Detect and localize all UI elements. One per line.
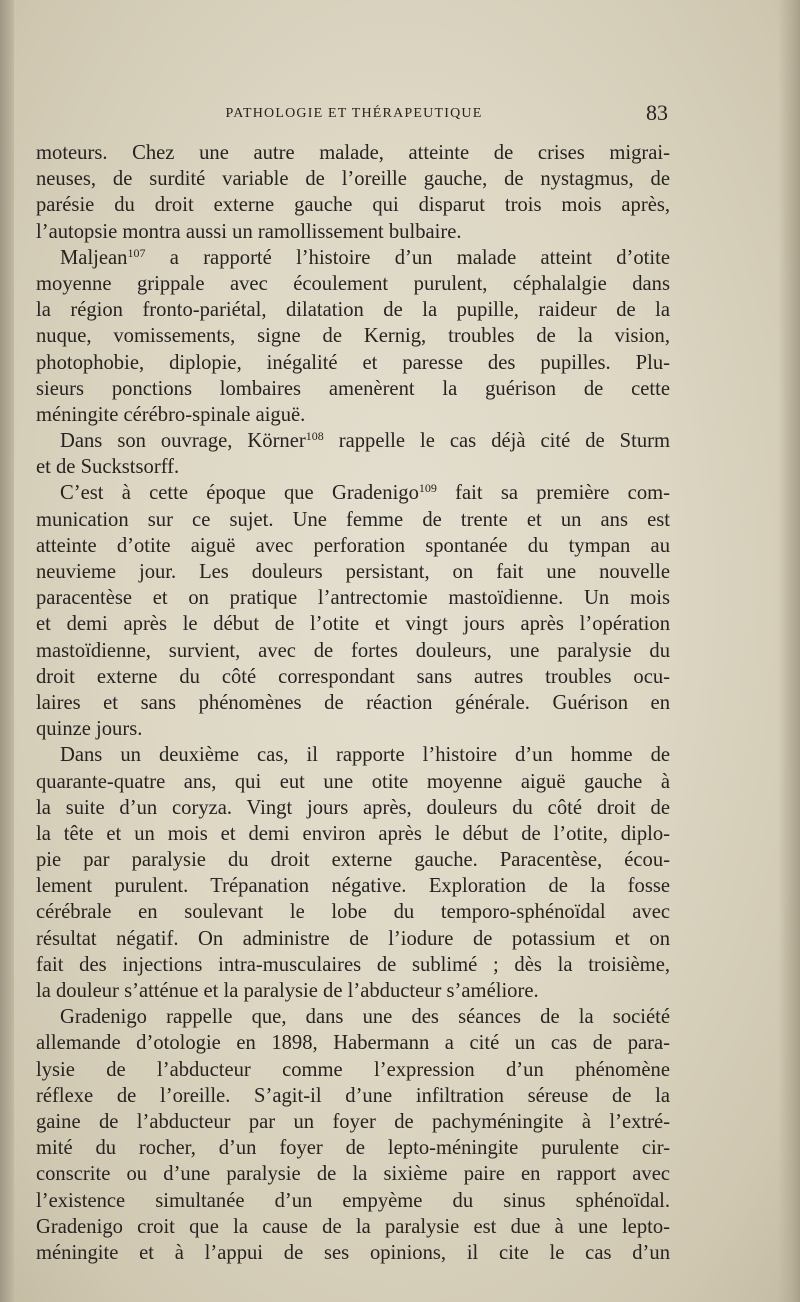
paragraph-2 — [36, 245, 670, 428]
text-line: Gradenigo rappelle que, dans une des séances de la société — [60, 1006, 670, 1029]
text-line: la région fronto-pariétal, dilatation de la pupille, raideur de la — [36, 299, 670, 322]
page-number: 83 — [646, 100, 668, 125]
reference-number: 108 — [305, 429, 324, 444]
text-line: conscrite ou d’une paralysie de la sixième paire en rapport avec — [36, 1163, 670, 1186]
text-run: Dans son ouvrage, Körner — [60, 430, 306, 453]
text-line: nuque, vomissements, signe de Kernig, troubles de la vision, — [36, 325, 670, 348]
text-line: neuses, de surdité variable de l’oreille gauche, de nystagmus, de — [36, 168, 670, 191]
text-line: la douleur s’atténue et la paralysie de l’abducteur s’améliore. — [36, 980, 539, 1002]
text-run: fait sa première com- — [436, 482, 670, 505]
text-line: la tête et un mois et demi environ après le début de l’otite, diplo- — [36, 822, 670, 845]
reference-number: 107 — [127, 245, 146, 260]
text-line: munication sur ce sujet. Une femme de trente et un ans est — [36, 508, 670, 531]
text-run: C’est à cette époque que Gradenigo — [60, 482, 419, 505]
text-line: quarante-quatre ans, qui eut une otite moyenne aiguë gauche à — [36, 770, 670, 793]
page-left-edge — [0, 0, 14, 1302]
text-line — [36, 428, 670, 454]
text-line: l’autopsie montra aussi un ramollissement bulbaire. — [36, 220, 462, 243]
running-title: PATHOLOGIE ET THÉRAPEUTIQUE — [225, 106, 483, 121]
text-line: pie par paralysie du droit externe gauche. Paracentèse, écou- — [36, 849, 670, 872]
text-line: résultat négatif. On administre de l’iodure de potassium et on — [36, 927, 670, 950]
body-text — [36, 140, 670, 1266]
text-run: a rapporté l’histoire d’un malade atteint d’otite — [145, 246, 670, 269]
text-run: rappelle le cas déjà cité de Sturm — [323, 430, 670, 453]
text-line: méningite et à l’appui de ses opinions, il cite le cas d’un — [36, 1241, 670, 1264]
text-line: moyenne grippale avec écoulement purulent, céphalalgie dans — [36, 272, 670, 295]
text-line: quinze jours. — [36, 718, 143, 741]
text-line: paracentèse et on pratique l’antrectomie mastoïdienne. Un mois — [36, 587, 670, 610]
text-line: mité du rocher, d’un foyer de lepto-méningite purulente cir- — [36, 1137, 670, 1160]
text-line: atteinte d’otite aiguë avec perforation spontanée du tympan au — [36, 534, 670, 557]
text-line: sieurs ponctions lombaires amenèrent la guérison de cette — [36, 377, 670, 400]
paragraph-4 — [36, 480, 670, 742]
paragraph-5 — [36, 742, 670, 1004]
reference-number: 109 — [418, 481, 437, 496]
text-line: mastoïdienne, survient, avec de fortes douleurs, une paralysie du — [36, 639, 670, 662]
text-line: cérébrale en soulevant le lobe du temporo-sphénoïdal avec — [36, 901, 670, 924]
page-right-edge — [778, 0, 800, 1302]
text-line: l’existence simultanée d’un empyème du sinus sphénoïdal. — [36, 1189, 670, 1212]
paragraph-3 — [36, 428, 670, 480]
text-line: lysie de l’abducteur comme l’expression d’un phénomène — [36, 1058, 670, 1081]
text-line: photophobie, diplopie, inégalité et paresse des pupilles. Plu- — [36, 351, 670, 374]
text-line: Dans un deuxième cas, il rapporte l’histoire d’un homme de — [60, 744, 670, 767]
text-line: laires et sans phénomènes de réaction générale. Guérison en — [36, 691, 670, 714]
text-line: droit externe du côté correspondant sans autres troubles ocu- — [36, 665, 670, 688]
text-line: fait des injections intra-musculaires de sublimé ; dès la troisième, — [36, 953, 670, 976]
text-line: moteurs. Chez une autre malade, atteinte de crises migrai- — [36, 142, 670, 164]
paragraph-6 — [36, 1004, 670, 1266]
running-head — [36, 100, 670, 130]
paragraph-1 — [36, 140, 670, 245]
text-line: allemande d’otologie en 1898, Habermann a cité un cas de para- — [36, 1032, 670, 1055]
text-line: gaine de l’abducteur par un foyer de pachyméningite à l’extré- — [36, 1110, 670, 1133]
text-line: méningite cérébro-spinale aiguë. — [36, 403, 306, 426]
text-line: parésie du droit externe gauche qui disparut trois mois après, — [36, 194, 670, 217]
text-line: réflexe de l’oreille. S’agit-il d’une infiltration séreuse de la — [36, 1084, 670, 1107]
text-run: Maljean — [60, 246, 128, 269]
text-line — [36, 480, 670, 506]
text-line: et de Suckstsorff. — [36, 456, 180, 479]
text-line: et demi après le début de l’otite et vingt jours après l’opération — [36, 613, 670, 636]
text-line — [36, 245, 670, 271]
text-line: lement purulent. Trépanation négative. Exploration de la fosse — [36, 875, 670, 898]
text-line: la suite d’un coryza. Vingt jours après, douleurs du côté droit de — [36, 796, 670, 819]
text-line: Gradenigo croit que la cause de la paralysie est due à une lepto- — [36, 1215, 670, 1238]
text-line: neuvieme jour. Les douleurs persistant, on fait une nouvelle — [36, 561, 670, 583]
